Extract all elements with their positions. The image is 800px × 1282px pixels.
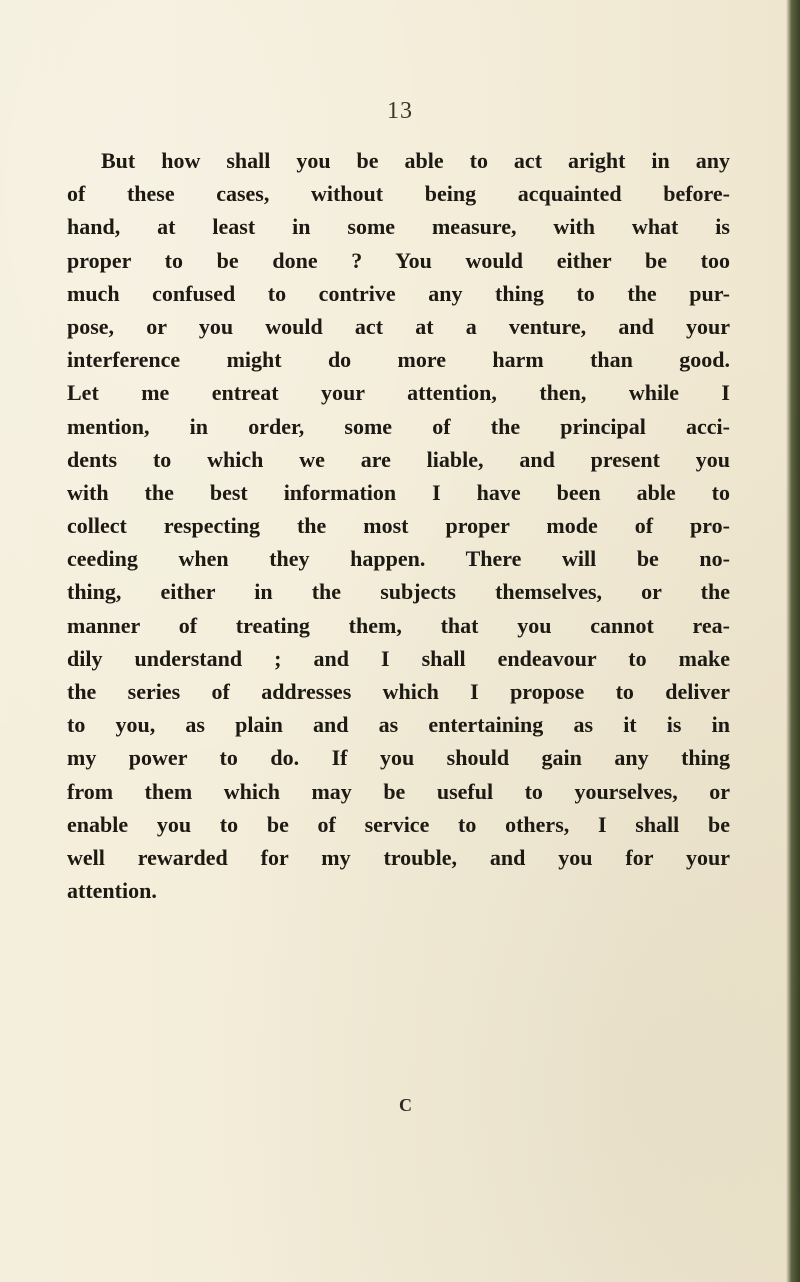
text-line: to you, as plain and as entertaining as it is in: [67, 712, 730, 738]
text-line: much confused to contrive any thing to the pur-: [67, 280, 730, 306]
body-text: [67, 144, 730, 907]
text-line: interference might do more harm than good.: [67, 347, 730, 373]
text-line: from them which may be useful to yourselves, or: [67, 778, 730, 804]
text-line: dily understand ; and I shall endeavour to make: [67, 645, 730, 671]
text-line: well rewarded for my trouble, and you for your: [67, 844, 730, 870]
text-line: my power to do. If you should gain any thing: [67, 745, 730, 771]
text-line: hand, at least in some measure, with what is: [67, 214, 730, 240]
text-line: Let me entreat your attention, then, while I: [67, 380, 730, 406]
text-line: manner of treating them, that you cannot rea-: [67, 612, 730, 638]
text-line: ceeding when they happen. There will be no-: [67, 546, 730, 572]
text-line: collect respecting the most proper mode of pro-: [67, 513, 730, 539]
page-edge-shadow: [786, 0, 800, 1282]
text-line: pose, or you would act at a venture, and your: [67, 313, 730, 339]
text-line: mention, in order, some of the principal acci-: [67, 413, 730, 439]
text-line: the series of addresses which I propose to deliver: [67, 679, 730, 704]
text-line: with the best information I have been able to: [67, 479, 730, 505]
text-line: thing, either in the subjects themselves, or the: [67, 579, 730, 605]
text-line: attention.: [67, 878, 157, 904]
text-line: of these cases, without being acquainted before-: [67, 181, 730, 207]
page-number: 13: [387, 98, 413, 124]
text-line: proper to be done ? You would either be too: [67, 247, 730, 273]
text-line: enable you to be of service to others, I shall be: [67, 811, 730, 837]
text-line: dents to which we are liable, and present you: [67, 446, 730, 472]
text-line: But how shall you be able to act aright in any: [101, 148, 730, 173]
signature-mark: C: [399, 1095, 412, 1115]
